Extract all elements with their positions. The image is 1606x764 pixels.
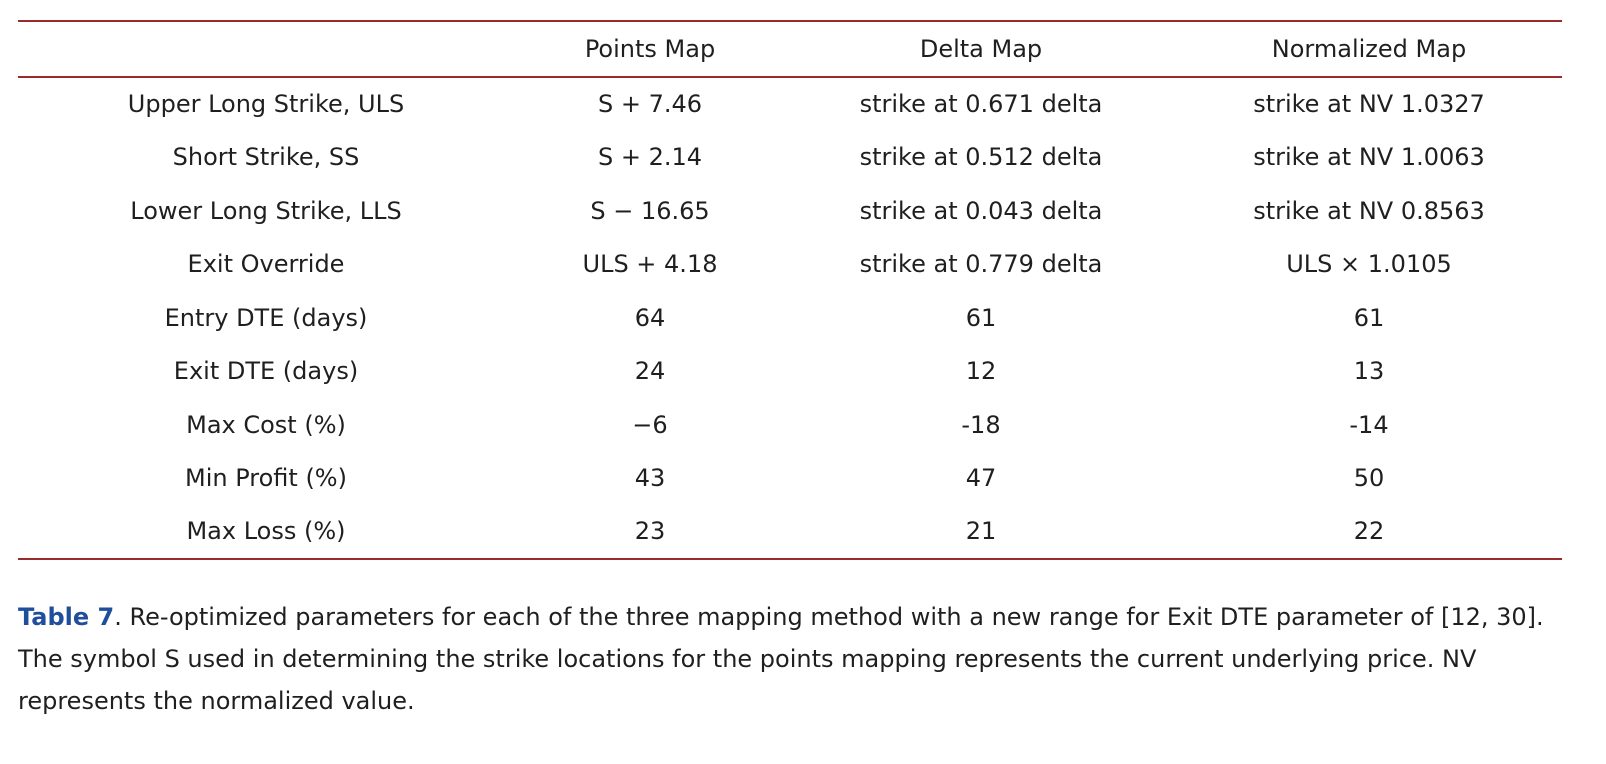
- row-label: Upper Long Strike, ULS: [127, 90, 405, 119]
- table-row: [18, 238, 1562, 292]
- table-cell: 13: [1353, 357, 1385, 386]
- table-caption: [18, 596, 1566, 722]
- table-cell: 22: [1176, 505, 1562, 559]
- header-cell-delta-map: Delta Map: [786, 21, 1176, 77]
- table-cell: strike at NV 1.0327: [1253, 90, 1485, 119]
- header-cell-points-map: Points Map: [514, 21, 786, 77]
- table-row: [18, 131, 1562, 185]
- table-row: [18, 398, 1562, 452]
- row-label: Min Profit (%): [185, 464, 347, 493]
- table-row: [18, 505, 1562, 559]
- table-cell: strike at 0.512 delta: [859, 143, 1103, 172]
- row-label: Exit DTE (days): [173, 357, 359, 386]
- table-caption-text: . Re-optimized parameters for each of the three mapping method with a new range for Exit DTE parameter of [12, 30]. The symbol S used in determining the strike locations for the points mapping represents the current underlying price. NV represents the normalized value.: [18, 603, 1544, 715]
- table-cell: 61: [965, 303, 997, 332]
- table-header: [18, 21, 1562, 77]
- row-label: Max Cost (%): [186, 410, 346, 439]
- header-cell-normalized-map: Normalized Map: [1176, 21, 1562, 77]
- table-row: [18, 184, 1562, 238]
- table-cell: 24: [634, 357, 666, 386]
- table-cell: -18: [961, 410, 1001, 439]
- table-cell: 23: [514, 505, 786, 559]
- header-cell-blank: [18, 21, 514, 77]
- table-cell: strike at NV 0.8563: [1253, 196, 1485, 225]
- table-cell: 61: [1353, 303, 1385, 332]
- table-cell: S + 2.14: [597, 143, 703, 172]
- row-label: Exit Override: [187, 250, 345, 279]
- table-row: [18, 345, 1562, 399]
- table-cell: -14: [1349, 410, 1389, 439]
- table-cell: strike at 0.671 delta: [859, 90, 1103, 119]
- table-row: [18, 452, 1562, 506]
- table-cell: −6: [632, 410, 668, 439]
- table-cell: strike at 0.043 delta: [859, 196, 1103, 225]
- header-row: [18, 21, 1562, 77]
- table-cell: S − 16.65: [590, 196, 710, 225]
- table-cell: 64: [634, 303, 666, 332]
- row-label: Entry DTE (days): [164, 303, 368, 332]
- table-cell: strike at 0.779 delta: [859, 250, 1103, 279]
- parameters-table-block: [18, 20, 1562, 560]
- table-body: [18, 77, 1562, 559]
- table-cell: 47: [965, 464, 997, 493]
- table-cell: 43: [634, 464, 666, 493]
- row-label: Max Loss (%): [18, 505, 514, 559]
- table-cell: ULS + 4.18: [582, 250, 718, 279]
- row-label: Lower Long Strike, LLS: [130, 196, 402, 225]
- table-cell: strike at NV 1.0063: [1253, 143, 1485, 172]
- table-cell: 50: [1353, 464, 1385, 493]
- table-row: [18, 77, 1562, 131]
- row-label: Short Strike, SS: [172, 143, 360, 172]
- table-cell: 12: [965, 357, 997, 386]
- table-row: [18, 291, 1562, 345]
- table-cell: S + 7.46: [597, 90, 703, 119]
- table-caption-label[interactable]: Table 7: [18, 603, 115, 631]
- parameters-table: [18, 20, 1562, 560]
- table-cell: ULS × 1.0105: [1286, 250, 1452, 279]
- table-cell: 21: [786, 505, 1176, 559]
